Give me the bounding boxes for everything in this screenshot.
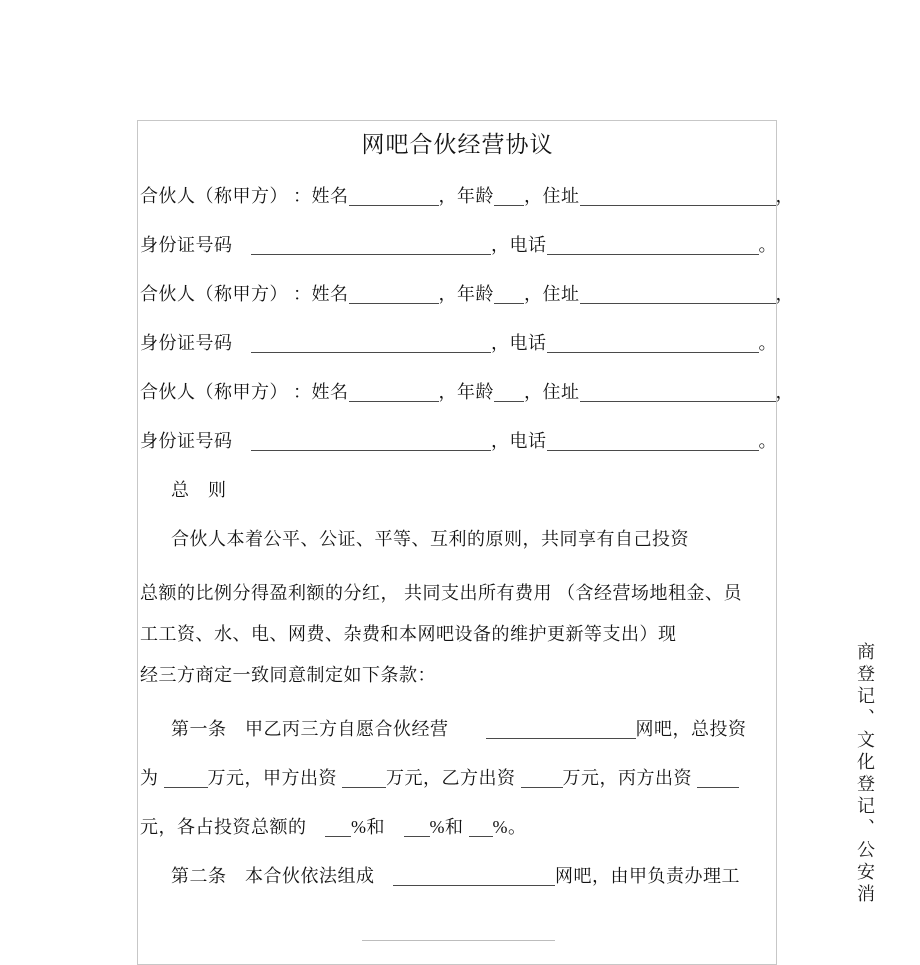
blank-field — [393, 866, 555, 886]
text-run: 合伙人（称甲方） ：姓名 — [140, 382, 349, 402]
blank-field — [494, 382, 524, 402]
blank-field — [349, 186, 439, 206]
doc-line — [140, 368, 794, 417]
text-run: 为 — [140, 768, 164, 788]
blank-field — [521, 768, 563, 788]
blank-field — [580, 382, 776, 402]
blank-field — [164, 768, 208, 788]
text-run: ，电话 — [491, 431, 547, 451]
text-run: 总 则 — [171, 480, 227, 500]
text-run: 第一条 甲乙丙三方自愿合伙经营 — [171, 719, 486, 739]
blank-field — [251, 333, 491, 353]
text-run: %和 — [429, 817, 469, 837]
blank-field — [349, 382, 439, 402]
blank-field — [547, 235, 759, 255]
text-run: ，住址 — [524, 284, 580, 304]
blank-field — [547, 333, 759, 353]
doc-line — [140, 466, 775, 515]
blank-field — [547, 431, 759, 451]
doc-line — [140, 270, 794, 319]
document-title: 网吧合伙经营协议 — [361, 132, 554, 157]
blank-field — [697, 768, 739, 788]
text-run: 合伙人本着公平、公证、平等、互利的原则，共同享有自己投资 — [171, 529, 689, 549]
text-run: 合伙人（称甲方） ：姓名 — [140, 186, 349, 206]
doc-line — [140, 515, 775, 564]
doc-line — [140, 573, 775, 614]
text-run: ，电话 — [491, 235, 547, 255]
text-run: 身份证号码 — [140, 235, 251, 255]
doc-line — [140, 705, 775, 754]
text-run: 网吧，由甲负责办理工 — [555, 866, 740, 886]
text-run: 元，各占投资总额的 — [140, 817, 325, 837]
blank-field — [469, 817, 493, 837]
text-run: 经三方商定一致同意制定如下条款： — [140, 665, 436, 685]
doc-line — [140, 319, 775, 368]
blank-field — [580, 284, 776, 304]
text-run: 网吧，总投资 — [635, 719, 747, 739]
blank-field — [251, 431, 491, 451]
blank-field — [486, 719, 636, 739]
blank-field — [580, 186, 776, 206]
text-run: %。 — [492, 817, 527, 837]
document-body — [140, 172, 794, 901]
text-run: ，住址 — [524, 186, 580, 206]
side-vertical-text: 商登记、文化登记、公安消 — [855, 642, 875, 906]
text-run: ， — [775, 186, 794, 206]
text-run: 总额的比例分得盈利额的分红， 共同支出所有费用 （含经营场地租金、员 — [140, 583, 742, 603]
doc-line — [140, 754, 775, 803]
doc-line — [140, 417, 775, 466]
text-run: 。 — [758, 333, 777, 353]
text-run: %和 — [351, 817, 404, 837]
doc-line — [140, 852, 775, 901]
text-run: ，年龄 — [438, 284, 494, 304]
text-run: 。 — [758, 431, 777, 451]
blank-field — [404, 817, 430, 837]
document-page — [137, 120, 794, 965]
text-run: 万元，甲方出资 — [207, 768, 342, 788]
text-run: ， — [775, 284, 794, 304]
doc-line — [140, 803, 775, 852]
doc-line — [140, 221, 775, 270]
text-run: 合伙人（称甲方） ：姓名 — [140, 284, 349, 304]
text-run: 身份证号码 — [140, 333, 251, 353]
text-run: ，住址 — [524, 382, 580, 402]
text-run: 。 — [758, 235, 777, 255]
blank-field — [342, 768, 386, 788]
text-run: ， — [775, 382, 794, 402]
doc-line — [140, 172, 794, 221]
blank-field — [349, 284, 439, 304]
text-run: 第二条 本合伙依法组成 — [171, 866, 393, 886]
blank-field — [251, 235, 491, 255]
doc-line — [140, 614, 775, 655]
text-run: 身份证号码 — [140, 431, 251, 451]
bottom-partial-rule — [362, 940, 555, 941]
doc-line — [140, 655, 775, 696]
text-run: ，电话 — [491, 333, 547, 353]
text-run: 万元，丙方出资 — [562, 768, 697, 788]
text-run: ，年龄 — [438, 186, 494, 206]
blank-field — [494, 284, 524, 304]
blank-field — [494, 186, 524, 206]
text-run: ，年龄 — [438, 382, 494, 402]
blank-field — [325, 817, 351, 837]
text-run: 万元，乙方出资 — [386, 768, 521, 788]
text-run: 工工资、水、电、网费、杂费和本网吧设备的维护更新等支出）现 — [140, 624, 677, 644]
